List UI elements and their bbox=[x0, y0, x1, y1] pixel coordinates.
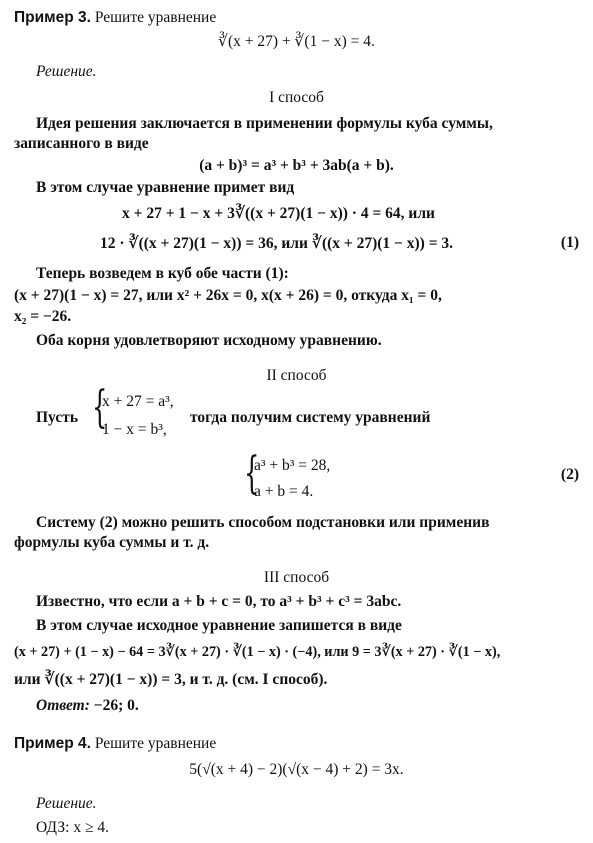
example-3-title bbox=[14, 8, 579, 28]
example-4-solution-label: Решение. bbox=[36, 795, 97, 812]
equation-number-2: (2) bbox=[560, 466, 579, 483]
domain-line: ОДЗ: x ≥ 4. bbox=[36, 819, 109, 836]
example-4-title bbox=[14, 734, 579, 754]
method-1-paragraph-4b: x₂ = −26. bbox=[14, 308, 72, 325]
example-4-label: Пример 4. bbox=[14, 735, 91, 752]
method-2-paragraph-1: Систему (2) можно решить способом подстановки или применив bbox=[36, 514, 490, 531]
solution-label: Решение. bbox=[36, 63, 97, 80]
system-1-brace: { bbox=[92, 382, 108, 433]
method-2-heading: II способ bbox=[266, 367, 327, 384]
method-3-equation-1: (x + 27) + (1 − x) − 64 = 3∛(x + 27) · ∛(1 − x) · (−4), или 9 = 3∛(x + 27) · ∛(1 − x), bbox=[14, 644, 501, 660]
method-1-paragraph-3: Теперь возведем в куб обе части (1): bbox=[36, 265, 289, 282]
method-3-heading: III способ bbox=[263, 569, 330, 586]
example-4-equation: 5(√(x + 4) − 2)(√(x − 4) + 2) = 3x. bbox=[189, 761, 404, 778]
system-1-line-2: 1 − x = b³, bbox=[102, 421, 167, 438]
method-1-equation-1: x + 27 + 1 − x + 3∛((x + 27)(1 − x)) · 4 = 64, или bbox=[122, 205, 435, 222]
system-2-line-1: a³ + b³ = 28, bbox=[254, 457, 331, 474]
method-1-equation-2: 12 · ∛((x + 27)(1 − x)) = 36, или ∛((x + 27)(1 − x)) = 3. bbox=[100, 235, 454, 252]
example-3-equation: ∛(x + 27) + ∛(1 − x) = 4. bbox=[218, 33, 375, 50]
example-3-label: Пример 3. bbox=[14, 9, 91, 26]
system-2-line-2: a + b = 4. bbox=[254, 483, 314, 500]
method-3-paragraph-1: Известно, что если a + b + c = 0, то a³ + b³ + c³ = 3abc. bbox=[36, 593, 402, 610]
answer-label: Ответ: bbox=[36, 697, 90, 714]
method-1-paragraph-1: Идея решения заключается в применении формулы куба суммы, bbox=[36, 115, 493, 132]
method-2-paragraph-1b: формулы куба суммы и т. д. bbox=[14, 534, 210, 551]
method-1-paragraph-1b: записанного в виде bbox=[14, 135, 149, 152]
system-2-brace: { bbox=[244, 448, 260, 499]
equation-number-1: (1) bbox=[560, 234, 579, 251]
answer-line bbox=[14, 696, 579, 716]
cube-sum-formula: (a + b)³ = a³ + b³ + 3ab(a + b). bbox=[199, 157, 394, 174]
example-4-task: Решите уравнение bbox=[90, 735, 217, 752]
system-1-line-1: x + 27 = a³, bbox=[102, 393, 174, 410]
method-1-paragraph-4: (x + 27)(1 − x) = 27, или x² + 26x = 0, x(x + 26) = 0, откуда x₁ = 0, bbox=[14, 287, 442, 304]
method-3-equation-2: или ∛((x + 27)(1 − x)) = 3, и т. д. (см. I способ). bbox=[14, 671, 328, 688]
method-1-heading: I способ bbox=[269, 89, 324, 106]
answer-value: −26; 0. bbox=[89, 697, 139, 714]
example-3-task: Решите уравнение bbox=[90, 9, 217, 26]
then-text: тогда получим систему уравнений bbox=[190, 409, 431, 426]
method-3-paragraph-2: В этом случае исходное уравнение запишется в виде bbox=[36, 617, 402, 634]
method-1-paragraph-2: В этом случае уравнение примет вид bbox=[36, 179, 295, 196]
let-word: Пусть bbox=[36, 409, 79, 426]
method-1-paragraph-5: Оба корня удовлетворяют исходному уравнению. bbox=[36, 332, 382, 349]
